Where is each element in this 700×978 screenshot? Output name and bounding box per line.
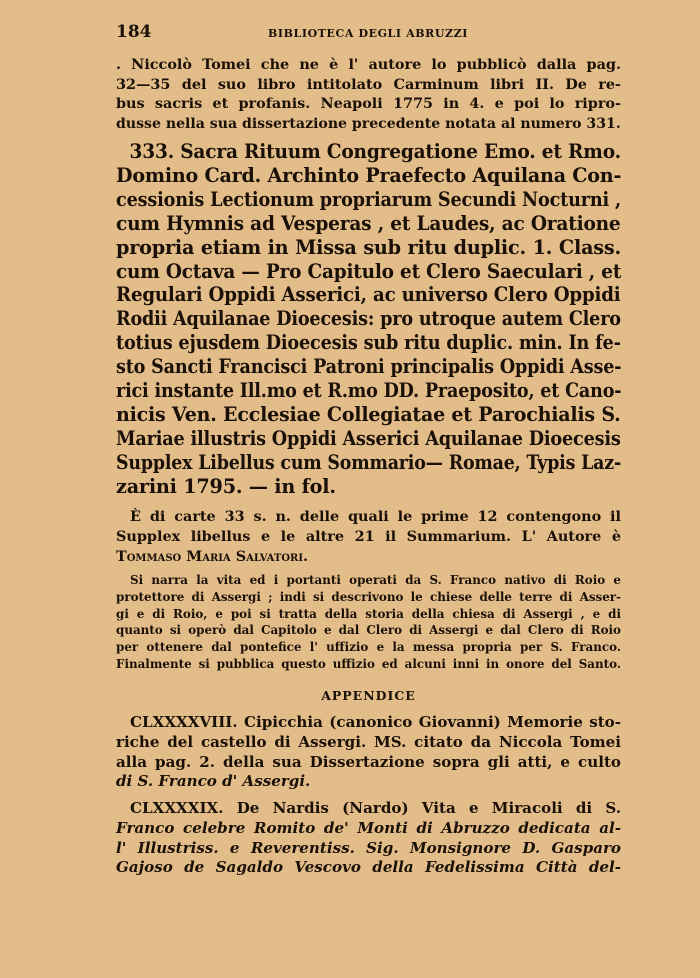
running-title: BIBLIOTECA DEGLI ABRUZZI	[267, 27, 469, 40]
text-line: Supplex libellus e le altre 21 il Summarium. L' Autore è	[116, 528, 621, 545]
page-number: 184	[116, 22, 152, 42]
author-name: Tommaso Maria Salvatori.	[116, 548, 309, 565]
text-line: bus sacris et profanis. Neapoli 1775 in 4. e poi lo ripro-	[116, 95, 621, 113]
text-line: nicis Ven. Ecclesiae Collegiatae et Parochialis S.	[116, 402, 621, 426]
text-line: quanto si operò dal Capitolo e dal Clero di Assergi e dal Clero di Roio	[116, 623, 621, 638]
text-line: CLXXXXIX. De Nardis (Nardo) Vita e Miracoli di S.	[130, 799, 621, 817]
text-line: rici instante Ill.mo et R.mo DD. Praeposito, et Cano-	[116, 379, 622, 403]
text-line: cum Octava — Pro Capitulo et Clero Saeculari , et	[116, 259, 622, 283]
text-line: cessionis Lectionum propriarum Secundi Nocturni ,	[116, 187, 621, 211]
text-line: sto Sancti Francisci Patroni principalis Oppidi Asse-	[116, 355, 622, 379]
text-line: Domino Card. Archinto Praefecto Aquilana Con-	[116, 163, 622, 187]
text-line: l' Illustriss. e Reverentiss. Sig. Monsignore D. Gasparo	[116, 838, 621, 857]
text-line: Regulari Oppidi Asserici, ac universo Clero Oppidi	[116, 283, 621, 307]
text-line: 32—35 del suo libro intitolato Carminum libri II. De re-	[116, 75, 621, 93]
text-line: alla pag. 2. della sua Dissertazione sopra gli atti, e culto	[116, 752, 621, 771]
continuation-paragraph	[116, 55, 621, 133]
page-header	[116, 22, 620, 48]
text-line: È di carte 33 s. n. delle quali le prime 12 contengono il	[130, 508, 621, 525]
text-line: Si narra la vita ed i portanti operati da S. Franco nativo di Roio e	[130, 573, 621, 587]
text-line: Supplex Libellus cum Sommario— Romae, Typis Laz-	[116, 450, 622, 474]
entry-189	[116, 799, 621, 878]
text-line: Finalmente si pubblica questo uffizio ed alcuni inni in onore del Santo.	[116, 656, 621, 671]
text-line: protettore di Assergi ; indi si descrivono le chiese delle terre di Asser-	[116, 589, 621, 604]
text-line: dusse nella sua dissertazione precedente notata al numero 331.	[116, 114, 621, 132]
entry-333	[116, 140, 621, 499]
text-line: Mariae illustris Oppidi Asserici Aquilanae Dioecesis	[116, 426, 621, 450]
entry-188	[116, 713, 621, 792]
section-heading-appendix: APPENDICE	[321, 688, 416, 703]
text-line: . Niccolò Tomei che ne è l' autore lo pubblicò dalla pag.	[116, 56, 621, 73]
text-line: Rodii Aquilanae Dioecesis: pro utroque autem Clero	[116, 307, 621, 331]
text-line: cum Hymnis ad Vesperas , et Laudes, ac Oratione	[116, 211, 621, 235]
text-line: zarini 1795. — in fol.	[116, 474, 336, 498]
text-line: totius ejusdem Dioecesis sub ritu duplic. min. In fe-	[116, 331, 621, 355]
text-line: per ottenere dal pontefice l' uffizio e la messa propria per S. Franco.	[116, 640, 621, 655]
text-line: propria etiam in Missa sub ritu duplic. 1. Class.	[116, 235, 621, 259]
text-line: gi e di Roio, e poi si tratta della storia della chiesa di Assergi , e di	[116, 606, 621, 621]
text-line: CLXXXXVIII. Cipicchia (canonico Giovanni) Memorie sto-	[130, 713, 621, 731]
text-line: 333. Sacra Rituum Congregatione Emo. et Rmo.	[129, 140, 621, 163]
text-line: di S. Franco d' Assergi.	[116, 772, 311, 791]
text-line: riche del castello di Assergi. MS. citato da Niccola Tomei	[116, 732, 621, 751]
summary-333	[116, 572, 621, 673]
note-333	[116, 507, 621, 567]
text-line: Gajoso de Sagaldo Vescovo della Fedelissima Città del-	[116, 858, 621, 877]
text-line: Franco celebre Romito de' Monti di Abruzzo dedicata al-	[116, 818, 621, 837]
